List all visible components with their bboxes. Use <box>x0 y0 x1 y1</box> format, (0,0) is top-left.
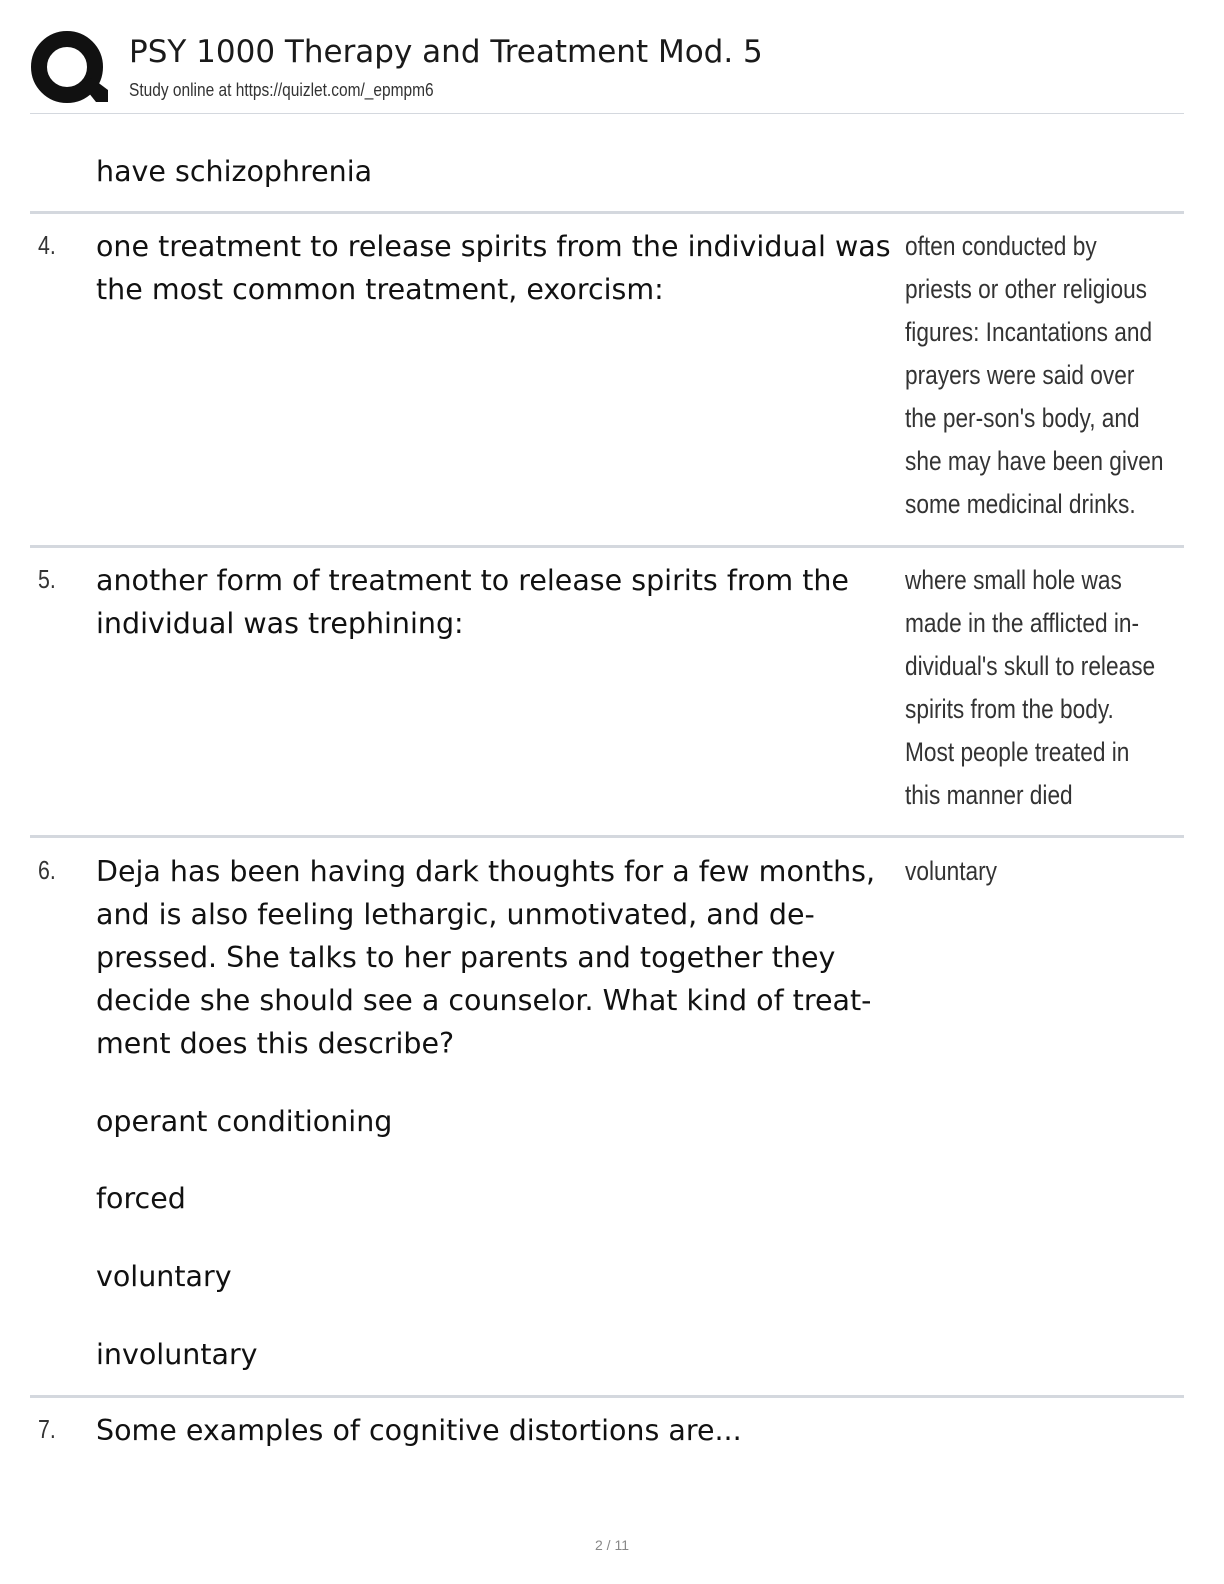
card-term: another form of treatment to release spirits from the individual was trephining: <box>96 564 849 640</box>
continued-text: have schizophrenia <box>96 155 373 188</box>
page-number: 2 / 11 <box>595 1537 629 1553</box>
header-divider <box>30 113 1184 114</box>
quizlet-logo-icon <box>30 30 110 110</box>
study-online-link[interactable]: Study online at https://quizlet.com/_epmpm6 <box>129 80 434 100</box>
card-definition: voluntary <box>905 856 998 886</box>
answer-option: voluntary <box>96 1260 232 1293</box>
card-number: 5. <box>38 564 56 594</box>
card-definition: often conducted by priests or other religious figures: Incantations and prayers were said over the per-son's body, and she may have been given some medicinal drinks. <box>905 231 1164 519</box>
page-title: PSY 1000 Therapy and Treatment Mod. 5 <box>129 34 763 70</box>
card-divider <box>30 545 1184 548</box>
card-divider <box>30 211 1184 214</box>
card-divider <box>30 835 1184 838</box>
card-number: 6. <box>38 855 56 885</box>
card-definition: where small hole was made in the afflicted in-dividual's skull to release spirits from the body. Most people treated in this manner died <box>905 565 1156 810</box>
answer-option: forced <box>96 1182 186 1215</box>
card-number: 7. <box>38 1414 56 1444</box>
answer-option: involuntary <box>96 1338 258 1371</box>
card-divider <box>30 1395 1184 1398</box>
card-term: Some examples of cognitive distortions are... <box>96 1414 742 1447</box>
answer-option: operant conditioning <box>96 1105 393 1138</box>
card-number: 4. <box>38 230 56 260</box>
card-term: Deja has been having dark thoughts for a few months, and is also feeling lethargic, unmotivated, and de-pressed. She talks to her parents and together they decide she should see a counselor. What kind of treat-ment does this describe? <box>96 855 876 1060</box>
card-term: one treatment to release spirits from the individual was the most common treatment, exorcism: <box>96 230 891 306</box>
